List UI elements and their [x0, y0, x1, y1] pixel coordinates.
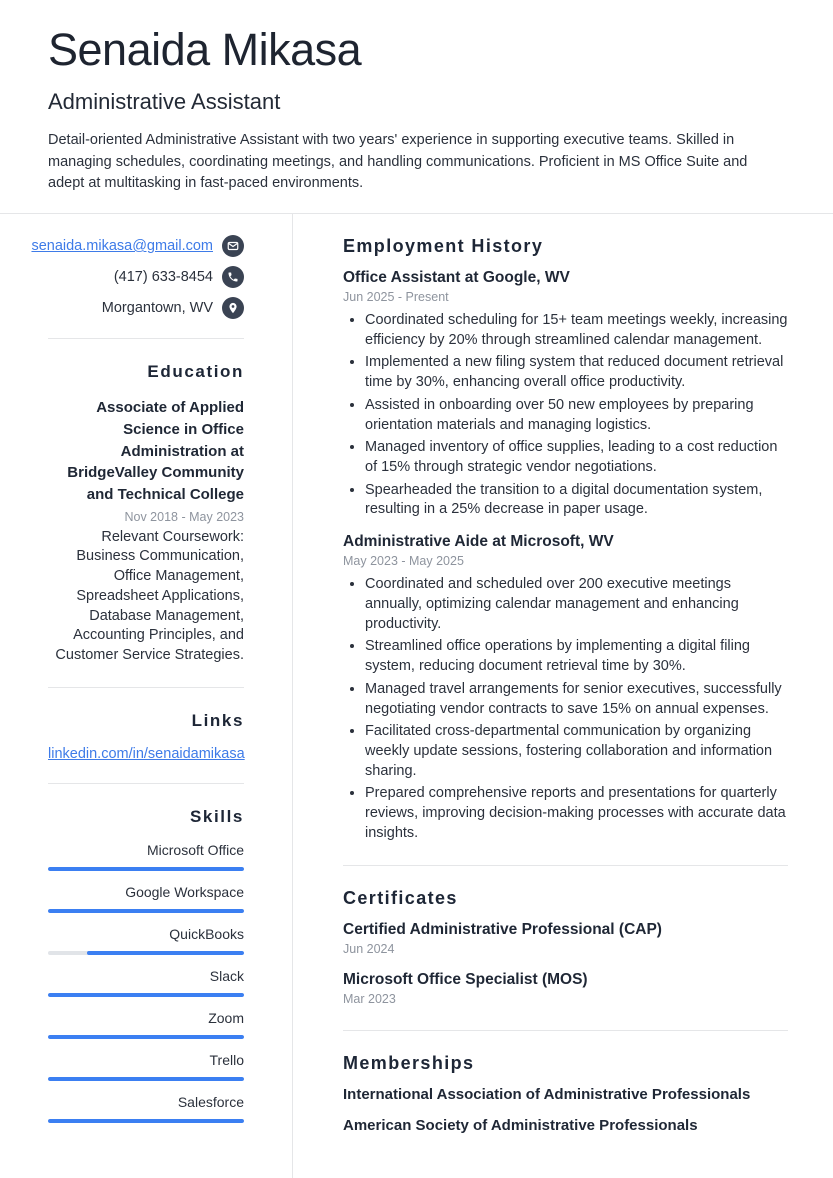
- location-pin-icon: [222, 297, 244, 319]
- skills-section: [48, 784, 244, 1144]
- skill-bar-fill: [48, 867, 244, 871]
- education-degree: Associate of Applied Science in Office Administration at BridgeValley Community and Technical College: [67, 399, 244, 503]
- skill-item: [48, 1094, 244, 1123]
- skill-label: Salesforce: [177, 1093, 244, 1110]
- certificate-title: Microsoft Office Specialist (MOS): [343, 970, 588, 988]
- employment-heading: Employment History: [343, 236, 544, 256]
- job-dates: May 2023 - May 2025: [343, 554, 464, 569]
- skill-bar: [48, 993, 244, 997]
- skill-bar-fill: [48, 909, 244, 913]
- skill-item: [48, 926, 244, 955]
- certificate-entry: [343, 971, 788, 1006]
- job-bullet: • Spearheaded the transition to a digital documentation system, resulting in a 25% decrease in paper usage.: [365, 481, 788, 520]
- contact-email-row: [31, 235, 244, 257]
- education-dates: Nov 2018 - May 2023: [124, 509, 244, 524]
- membership-entry: International Association of Administrative Professionals: [343, 1085, 751, 1103]
- skill-item: [48, 968, 244, 997]
- links-heading: Links: [191, 710, 244, 730]
- certificates-section: [343, 866, 788, 1031]
- sidebar: [0, 214, 293, 1178]
- email-link[interactable]: senaida.mikasa@gmail.com: [31, 238, 213, 254]
- employment-section: [343, 214, 788, 866]
- skill-bar-fill: [48, 1035, 244, 1039]
- job-bullet: • Coordinated scheduling for 15+ team meetings weekly, increasing efficiency by 20% through streamlined calendar management.: [365, 311, 788, 350]
- memberships-heading: Memberships: [343, 1052, 475, 1073]
- contact-section: [31, 214, 244, 339]
- certificate-title: Certified Administrative Professional (CAP): [343, 920, 662, 938]
- skill-item: [48, 842, 244, 871]
- skill-label: Slack: [209, 967, 244, 984]
- skill-item: [48, 884, 244, 913]
- skill-bar-fill: [87, 951, 244, 955]
- job-bullet: • Managed inventory of office supplies, leading to a cost reduction of 15% through strategic vendor negotiations.: [365, 438, 788, 477]
- skill-item: [48, 1052, 244, 1081]
- job-entry: [343, 533, 788, 843]
- skill-label: Microsoft Office: [147, 841, 244, 858]
- certificate-date: Mar 2023: [343, 991, 396, 1006]
- link-item: [48, 746, 244, 762]
- location-text: Morgantown, WV: [101, 300, 213, 316]
- job-title: Office Assistant at Google, WV: [343, 269, 570, 286]
- skill-label: QuickBooks: [169, 925, 244, 942]
- education-section: [48, 339, 244, 688]
- skill-bar: [48, 1077, 244, 1081]
- job-bullet: • Streamlined office operations by implementing a digital filing system, reducing document retrieval time by 30%.: [365, 637, 788, 676]
- skill-bar: [48, 1035, 244, 1039]
- skill-bar-fill: [48, 1119, 244, 1123]
- education-heading: Education: [147, 362, 244, 381]
- skills-heading: Skills: [189, 806, 244, 826]
- membership-entry: American Society of Administrative Professionals: [343, 1116, 698, 1134]
- skill-bar: [48, 909, 244, 913]
- job-entry: [343, 269, 788, 520]
- skill-bar-fill: [48, 1077, 244, 1081]
- certificate-entry: [343, 921, 788, 956]
- memberships-section: [343, 1031, 788, 1152]
- linkedin-link[interactable]: linkedin.com/in/senaidamikasa: [48, 745, 245, 762]
- skill-bar: [48, 951, 244, 955]
- skill-item: [48, 1010, 244, 1039]
- skill-bar: [48, 1119, 244, 1123]
- skill-label: Google Workspace: [125, 883, 244, 900]
- job-bullet-list: [343, 311, 788, 520]
- job-bullet: • Implemented a new filing system that reduced document retrieval time by 30%, enhancing overall office productivity.: [365, 353, 788, 392]
- certificate-date: Jun 2024: [343, 941, 395, 956]
- job-dates: Jun 2025 - Present: [343, 290, 449, 304]
- skill-bar: [48, 867, 244, 871]
- job-bullet: • Coordinated and scheduled over 200 executive meetings annually, optimizing calendar management and enhancing productivity.: [365, 575, 788, 634]
- job-bullet: • Assisted in onboarding over 50 new employees by preparing orientation materials and managing logistics.: [365, 396, 788, 435]
- education-details: Relevant Coursework: Business Communication, Office Management, Spreadsheet Applications, Database Management, Accounting Principles, and Customer Service Strategies.: [55, 528, 244, 664]
- job-title: Administrative Aide at Microsoft, WV: [343, 533, 614, 551]
- person-name: Senaida Mikasa: [48, 24, 362, 75]
- profile-summary: Detail-oriented Administrative Assistant with two years' experience in supporting executive teams. Skilled in managing schedules, coordinating meetings, and handling communications. Proficient in MS Office Suite and adept at multitasking in fast-paced environments.: [48, 131, 748, 192]
- resume-body: [0, 213, 833, 1178]
- job-bullet-list: [343, 575, 788, 843]
- phone-icon: [222, 266, 244, 288]
- phone-number: (417) 633-8454: [113, 269, 213, 285]
- skill-label: Zoom: [208, 1009, 244, 1026]
- job-bullet: • Facilitated cross-departmental communication by organizing weekly update sessions, fostering collaboration and information sharing.: [365, 722, 788, 781]
- contact-phone-row: [48, 266, 244, 288]
- certificates-heading: Certificates: [343, 887, 458, 908]
- contact-location-row: [48, 297, 244, 319]
- main-column: [293, 214, 833, 1178]
- person-job-title: Administrative Assistant: [48, 88, 281, 114]
- skill-label: Trello: [209, 1051, 244, 1068]
- links-section: [48, 688, 244, 784]
- resume-header: [0, 0, 833, 213]
- skill-bar-fill: [48, 993, 244, 997]
- job-bullet: • Prepared comprehensive reports and presentations for quarterly reviews, improving decision-making processes with accurate data insights.: [365, 784, 788, 843]
- email-icon: [222, 235, 244, 257]
- job-bullet: • Managed travel arrangements for senior executives, successfully negotiating vendor contracts to save 15% on annual expenses.: [365, 680, 788, 719]
